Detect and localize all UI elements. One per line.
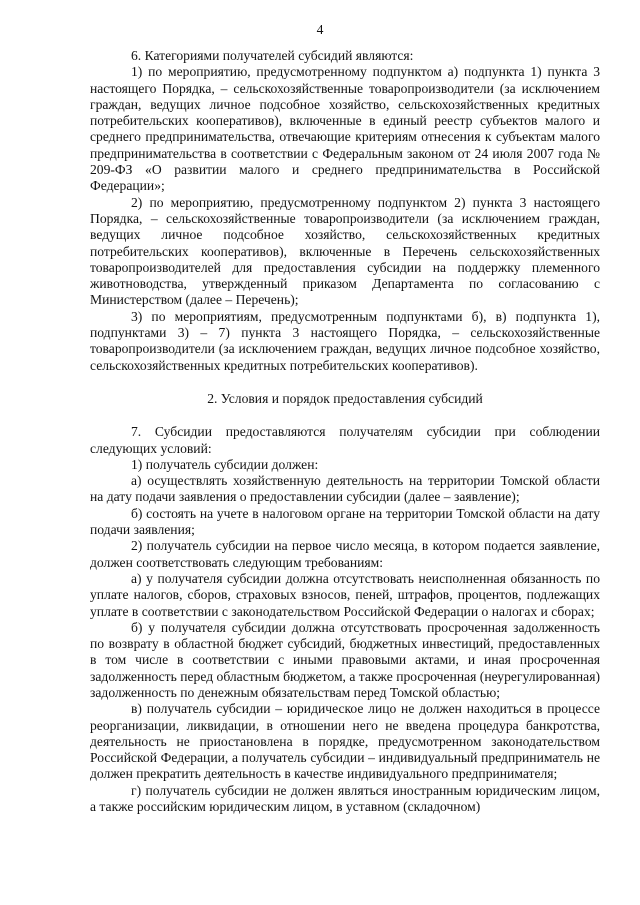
paragraph-6-item-2: 2) по мероприятию, предусмотренному подпунктом 2) пункта 3 настоящего Порядка, – сельскохозяйственные товаропроизводители (за исключением граждан, ведущих личное подсобное хозяйство, сельскохозяйственных кредитных потребительских кооперативов), включенные в Перечень сельскохозяйственных товаропроизводителей для предоставления субсидии на поддержку племенного животноводства, утвержденный приказом Департамента по согласованию с Министерством (далее – Перечень); — [90, 194, 600, 308]
paragraph-7-item-2g: г) получатель субсидии не должен являться иностранным юридическим лицом, а также российским юридическим лицом, в уставном (складочном) — [90, 782, 600, 815]
paragraph-7-item-1: 1) получатель субсидии должен: — [131, 456, 319, 472]
paragraph-7-item-1b: б) состоять на учете в налоговом органе на территории Томской области на дату подачи заявления; — [90, 505, 600, 538]
paragraph-7-item-2v: в) получатель субсидии – юридическое лицо не должен находиться в процессе реорганизации, ликвидации, в отношении него не введена процедура банкротства, деятельность не приостановлена в порядке, предусмотренном законодательством Российской Федерации, а получатель субсидии – индивидуальный предприниматель не должен прекратить деятельность в качестве индивидуального предпринимателя; — [90, 701, 600, 782]
paragraph-7-intro: 7. Субсидии предоставляются получателям субсидии при соблюдении следующих условий: — [90, 424, 600, 456]
paragraph-7-item-2a: а) у получателя субсидии должна отсутствовать неисполненная обязанность по уплате налогов, сборов, страховых взносов, пеней, штрафов, процентов, подлежащих уплате в соответствии с законодательством Российской Федерации о налогах и сборах; — [90, 570, 600, 619]
paragraph-7-item-2: 2) получатель субсидии на первое число месяца, в котором подается заявление, должен соответствовать следующим требованиям: — [90, 538, 600, 570]
paragraph-6-item-1: 1) по мероприятию, предусмотренному подпунктом а) подпункта 1) пункта 3 настоящего Порядка, – сельскохозяйственные товаропроизводители (за исключением граждан, ведущих личное подсобное хозяйство, сельскохозяйственных кредитных потребительских кооперативов), включенные в единый реестр субъектов малого и среднего предпринимательства, отвечающие критериям отнесения к субъектам малого предпринимательства в соответствии с Федеральным законом от 24 июля 2007 года № 209-ФЗ «О развитии малого и среднего предпринимательства в Российской Федерации»; — [90, 64, 600, 194]
document-body — [90, 48, 600, 815]
page-number: 4 — [316, 22, 324, 37]
section-heading: 2. Условия и порядок предоставления субсидий — [207, 390, 483, 406]
paragraph-7-item-1a: а) осуществлять хозяйственную деятельность на территории Томской области на дату подачи заявления о предоставлении субсидии (далее – заявление); — [90, 473, 600, 505]
paragraph-7-item-2b: б) у получателя субсидии должна отсутствовать просроченная задолженность по возврату в областной бюджет субсидий, бюджетных инвестиций, предоставленных в том числе в соответствии с иными правовыми актами, и иная просроченная задолженность перед областным бюджетом, а также просроченная (неурегулированная) задолженность по денежным обязательствам перед Томской областью; — [90, 619, 600, 700]
paragraph-6-intro: 6. Категориями получателей субсидий являются: — [131, 48, 414, 63]
paragraph-6-item-3: 3) по мероприятиям, предусмотренным подпунктами б), в) подпункта 1), подпунктами 3) – 7) пункта 3 настоящего Порядка, – сельскохозяйственные товаропроизводители (за исключением граждан, ведущих личное подсобное хозяйство, сельскохозяйственных кредитных потребительских кооперативов). — [90, 308, 600, 373]
